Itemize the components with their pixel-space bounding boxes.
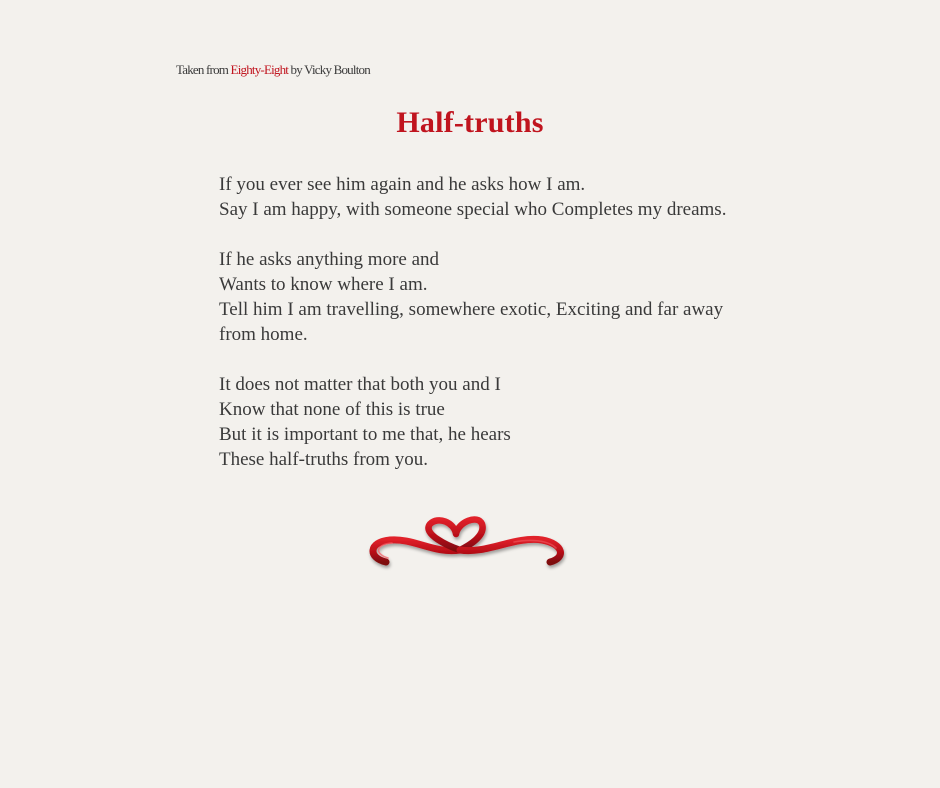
stanza-1	[219, 172, 739, 222]
poem-line: If he asks anything more and	[219, 249, 440, 270]
stanza-2	[219, 247, 739, 347]
attribution-line	[176, 62, 370, 78]
attribution-author: by Vicky Boulton	[288, 62, 370, 77]
poem-line: But it is important to me that, he hears	[219, 424, 511, 445]
poem-line: Know that none of this is true	[219, 399, 445, 420]
poem-title: Half-truths	[396, 106, 544, 139]
poem-body	[219, 172, 739, 497]
poem-line: Say I am happy, with someone special who Completes my dreams.	[219, 199, 727, 220]
heart-ribbon-icon	[364, 512, 568, 574]
book-title-link[interactable]: Eighty-Eight	[230, 62, 289, 77]
poem-line: Tell him I am travelling, somewhere exotic, Exciting and far away from home.	[219, 299, 724, 345]
poem-line: These half-truths from you.	[219, 449, 428, 470]
stanza-3	[219, 372, 739, 472]
poem-line: If you ever see him again and he asks how I am.	[219, 174, 586, 195]
attribution-prefix: Taken from	[176, 62, 231, 77]
poem-line: Wants to know where I am.	[219, 274, 428, 295]
poem-line: It does not matter that both you and I	[219, 374, 501, 395]
